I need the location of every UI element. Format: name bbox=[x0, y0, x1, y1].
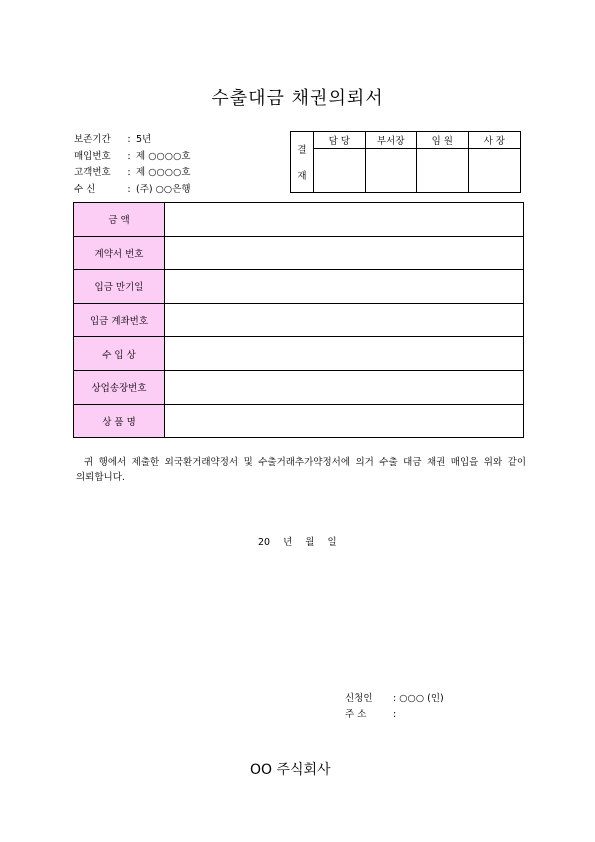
importer-field[interactable] bbox=[165, 337, 523, 370]
meta-label: 고객번호 bbox=[74, 167, 111, 178]
row-label: 입금 계좌번호 bbox=[74, 304, 165, 337]
amount-field[interactable] bbox=[165, 203, 523, 236]
table-row-importer bbox=[74, 337, 523, 371]
meta-customer-number: 고객번호 : 제 ○○○○호 bbox=[74, 165, 191, 182]
product-name-field[interactable] bbox=[165, 405, 523, 438]
row-label: 입금 만기일 bbox=[74, 270, 165, 303]
meta-recipient: 수 신 : (주) ○○은행 bbox=[74, 182, 191, 199]
applicant-address-row: 주 소 : bbox=[345, 707, 444, 723]
document-title: 수출대금 채권의뢰서 bbox=[211, 88, 384, 109]
approval-header-staff: 담 당 bbox=[314, 132, 366, 149]
applicant-name-label: 신청인 bbox=[345, 693, 373, 704]
meta-value: 제 ○○○○호 bbox=[136, 167, 191, 178]
applicant-name-value[interactable]: ○○○ (인) bbox=[399, 693, 444, 704]
row-label: 금 액 bbox=[74, 203, 165, 236]
approval-sign-dept-head[interactable] bbox=[366, 149, 418, 192]
table-row-product-name bbox=[74, 405, 523, 438]
meta-value: 5년 bbox=[136, 134, 152, 145]
meta-label: 매입번호 bbox=[74, 150, 111, 162]
applicant-block bbox=[345, 691, 444, 723]
row-label: 상업송장번호 bbox=[74, 371, 165, 404]
request-statement: 귀 행에서 제출한 외국환거래약정서 및 수출거래추가약정서에 의거 수출 대금 채권 매입을 위와 같이 의뢰합니다. bbox=[76, 457, 526, 483]
approval-box bbox=[290, 131, 521, 193]
table-row-contract-number bbox=[74, 237, 523, 271]
approval-side-label: 결 재 bbox=[291, 132, 314, 192]
document-meta bbox=[74, 132, 191, 198]
table-row-due-date bbox=[74, 270, 523, 304]
contract-number-field[interactable] bbox=[165, 237, 523, 270]
row-label: 계약서 번호 bbox=[74, 237, 165, 270]
meta-purchase-number: 매입번호 : 제 ○○○○호 bbox=[74, 149, 191, 166]
approval-sign-president[interactable] bbox=[469, 149, 521, 192]
company-name: OO 주식회사 bbox=[250, 762, 331, 778]
approval-sign-staff[interactable] bbox=[314, 149, 366, 192]
approval-header-president: 사 장 bbox=[469, 132, 521, 149]
table-row-amount bbox=[74, 203, 523, 237]
meta-value: (주) ○○은행 bbox=[136, 183, 191, 195]
table-row-account-number bbox=[74, 304, 523, 338]
approval-sign-executive[interactable] bbox=[417, 149, 469, 192]
request-info-table bbox=[73, 202, 524, 438]
invoice-number-field[interactable] bbox=[165, 371, 523, 404]
account-number-field[interactable] bbox=[165, 304, 523, 337]
date-line: 20 년 월 일 bbox=[258, 537, 337, 548]
approval-header-executive: 임 원 bbox=[417, 132, 469, 149]
row-label: 수 입 상 bbox=[74, 337, 165, 370]
applicant-address-label: 주 소 bbox=[345, 709, 367, 720]
due-date-field[interactable] bbox=[165, 270, 523, 303]
approval-header-dept-head: 부서장 bbox=[366, 132, 418, 149]
table-row-invoice-number bbox=[74, 371, 523, 405]
meta-label: 수 신 bbox=[74, 183, 96, 195]
meta-retention-period: 보존기간 : 5년 bbox=[74, 132, 191, 149]
row-label: 상 품 명 bbox=[74, 405, 165, 438]
meta-value: 제 ○○○○호 bbox=[136, 150, 191, 162]
meta-label: 보존기간 bbox=[74, 134, 111, 145]
applicant-name-row: 신청인 : ○○○ (인) bbox=[345, 691, 444, 707]
